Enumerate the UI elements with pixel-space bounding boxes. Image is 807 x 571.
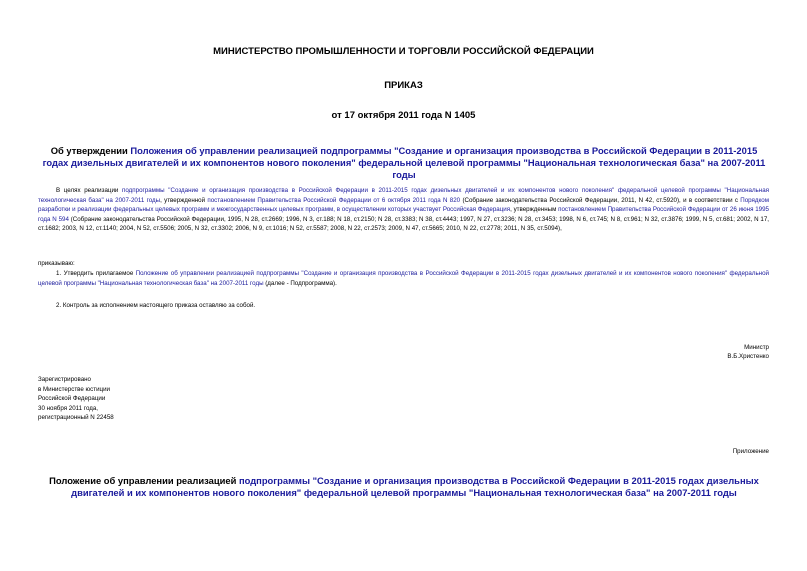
preamble-paragraph	[38, 186, 769, 234]
doc-type-heading: ПРИКАЗ	[384, 80, 423, 91]
appendix-title-link[interactable]: подпрограммы "Создание и организация производства в Российской Федерации в 2011-2015 годах дизельных двигателей и их компонентов нового поколения" федеральной целевой программы "Национальная технологическая база" на 2007-2011 годы	[71, 475, 759, 498]
ministry-heading: МИНИСТЕРСТВО ПРОМЫШЛЕННОСТИ И ТОРГОВЛИ РОССИЙСКОЙ ФЕДЕРАЦИИ	[213, 46, 594, 57]
appendix-title	[38, 475, 770, 499]
registration-line: Российской Федерации	[38, 395, 106, 403]
preamble-text-1: В целях реализации	[56, 187, 123, 194]
registration-line: 30 ноября 2011 года,	[38, 404, 99, 412]
order-title	[38, 145, 770, 181]
signature-name: В.Б.Христенко	[727, 353, 769, 360]
registration-line: в Министерстве юстиции	[38, 385, 111, 393]
appendix-label: Приложение	[732, 448, 769, 455]
registration-block	[38, 375, 114, 423]
item1-text-1: 1. Утвердить прилагаемое	[56, 270, 136, 277]
title-prefix: Об утверждении	[50, 145, 131, 156]
registration-line: регистрационный N 22458	[38, 414, 114, 422]
subprogram-link[interactable]: подпрограммы "Создание и организация производства в Российской Федерации в 2011-2015 годах дизельных двигателей и их компонентов нового поколения" федеральной целевой программы "Национальная технологическая база" на 2007-2011 годы	[38, 187, 769, 204]
regulation-link[interactable]: Положение об управлении реализацией подпрограммы "Создание и организация производства в Российской Федерации в 2011-2015 годах дизельных двигателей и их компонентов нового поколения" федеральной целевой программы "Национальная технологическая база" на 2007-2011 годы	[38, 270, 769, 287]
order-word: приказываю:	[38, 260, 75, 267]
government-decree-820-link[interactable]: постановлением Правительства Российской Федерации от 6 октября 2011 года N 820	[207, 196, 461, 204]
procedure-link[interactable]: Порядком разработки и реализации федеральных целевых программ и межгосударственных целевых программ, в осуществлении которых участвует Российская Федерация	[38, 196, 769, 214]
preamble-text-5: (Собрание законодательства Российской Федерации, 1995, N 28, ст.2669; 1996, N 3, ст.188; N 18, ст.2150; N 28, ст.3383; N 38, ст.4443; 1997, N 27, ст.3236; N 28, ст.3453; 1998, N 6, ст.745; N 8, ст.961; N 32, ст.3876; 1999, N 5, ст.681; 2002, N 17, ст.1682; 2003, N 12, ст.1140; 2004, N 52, ст.5506; 2005, N 32, ст.3302; 2006, N 9, ст.1016; N 52, ст.5587; 2008, N 22, ст.2573; 2009, N 47, ст.5665; 2010, N 22, ст.2778; 2011, N 35, ст.5094),	[38, 215, 769, 233]
registration-line: Зарегистрировано	[38, 376, 91, 383]
item-2: 2. Контроль за исполнением настоящего приказа оставляю за собой.	[56, 302, 256, 309]
date-number-heading: от 17 октября 2011 года N 1405	[331, 110, 476, 121]
item1-text-2: (далее - Подпрограмма).	[263, 279, 337, 287]
preamble-text-2: , утвержденной	[160, 196, 208, 204]
signature-position: Министр	[744, 344, 769, 351]
preamble-text-3: (Собрание законодательства Российской Федерации, 2011, N 42, ст.5920), и в соответствии с	[460, 196, 741, 204]
title-link[interactable]: Положения об управлении реализацией подпрограммы "Создание и организация производства в Российской Федерации в 2011-2015 годах дизельных двигателей и их компонентов нового поколения" федеральной целевой программы "Национальная технологическая база" на 2007-2011 годы	[42, 145, 766, 180]
government-decree-594-link[interactable]: постановлением Правительства Российской Федерации от 26 июня 1995 года N 594	[38, 206, 769, 223]
item-1	[38, 269, 769, 288]
preamble-text-4: , утвержденным	[510, 206, 559, 214]
appendix-title-prefix: Положение об управлении реализацией	[49, 475, 239, 486]
